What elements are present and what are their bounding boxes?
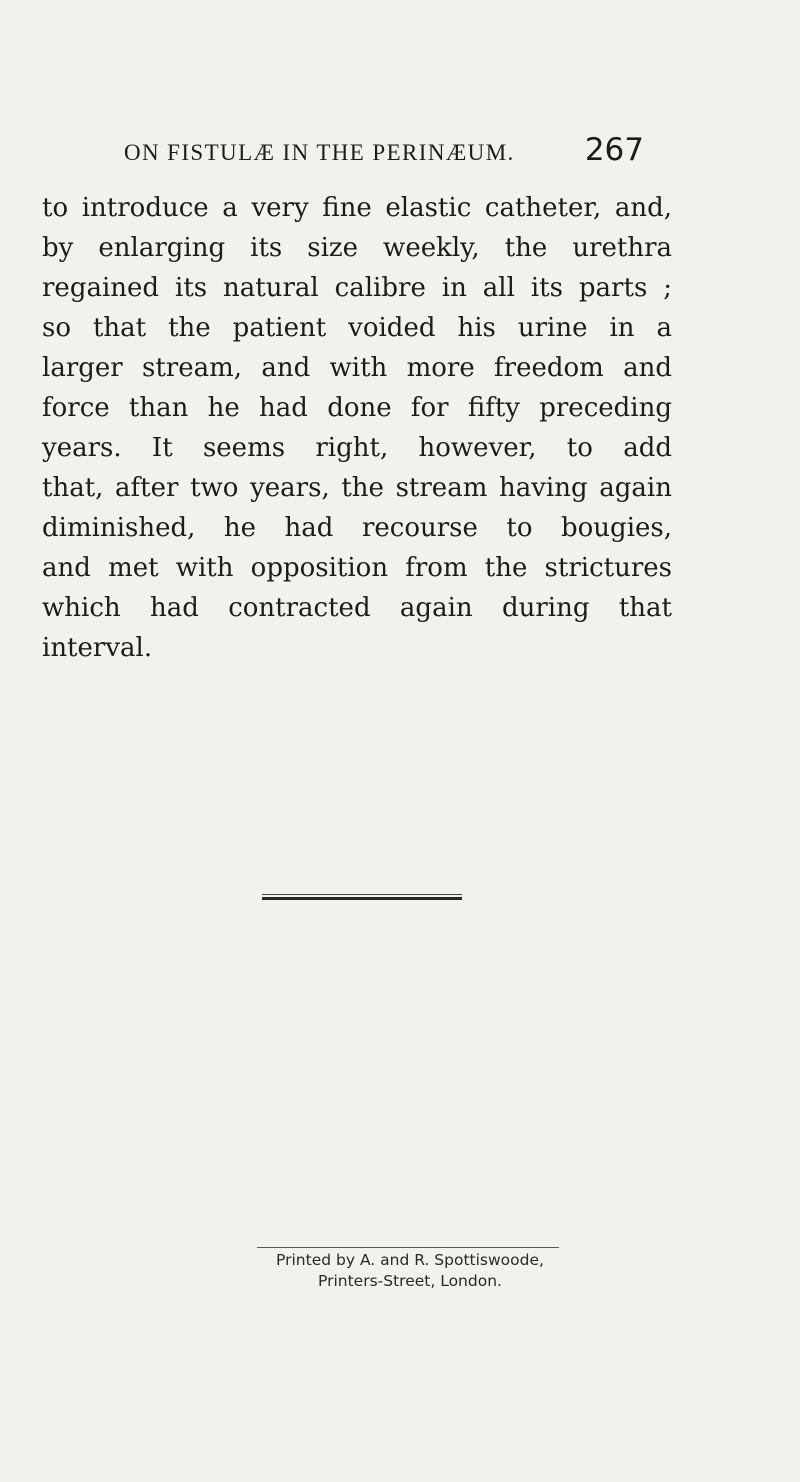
colophon-rule: [257, 1247, 559, 1248]
running-title: ON FISTULÆ IN THE PERINÆUM.: [124, 140, 515, 165]
text-line: regained its natural calibre in all its parts ;: [42, 273, 672, 303]
running-head: [124, 130, 664, 174]
text-line: larger stream, and with more freedom and: [42, 353, 672, 383]
rule-thick-line: [262, 897, 462, 900]
text-line: interval.: [42, 633, 153, 663]
text-line: diminished, he had recourse to bougies,: [42, 513, 672, 543]
text-line: force than he had done for fifty preceding: [42, 393, 672, 423]
body-paragraph: [42, 188, 672, 668]
end-of-chapter-rule: [262, 894, 462, 900]
colophon-line-printer: Printed by A. and R. Spottiswoode,: [276, 1251, 544, 1269]
text-line: to introduce a very fine elastic catheter, and,: [42, 193, 672, 223]
printer-colophon: [200, 1250, 620, 1292]
page-number: 267: [584, 132, 644, 168]
text-line: by enlarging its size weekly, the urethra: [42, 233, 672, 263]
text-line: that, after two years, the stream having again: [42, 473, 672, 503]
colophon-line-address: Printers-Street, London.: [318, 1272, 502, 1290]
text-line: so that the patient voided his urine in a: [42, 313, 672, 343]
text-line: and met with opposition from the strictures: [42, 553, 672, 583]
text-line: years. It seems right, however, to add: [42, 433, 672, 463]
text-line: which had contracted again during that: [42, 593, 672, 623]
rule-thin-line: [262, 894, 462, 895]
